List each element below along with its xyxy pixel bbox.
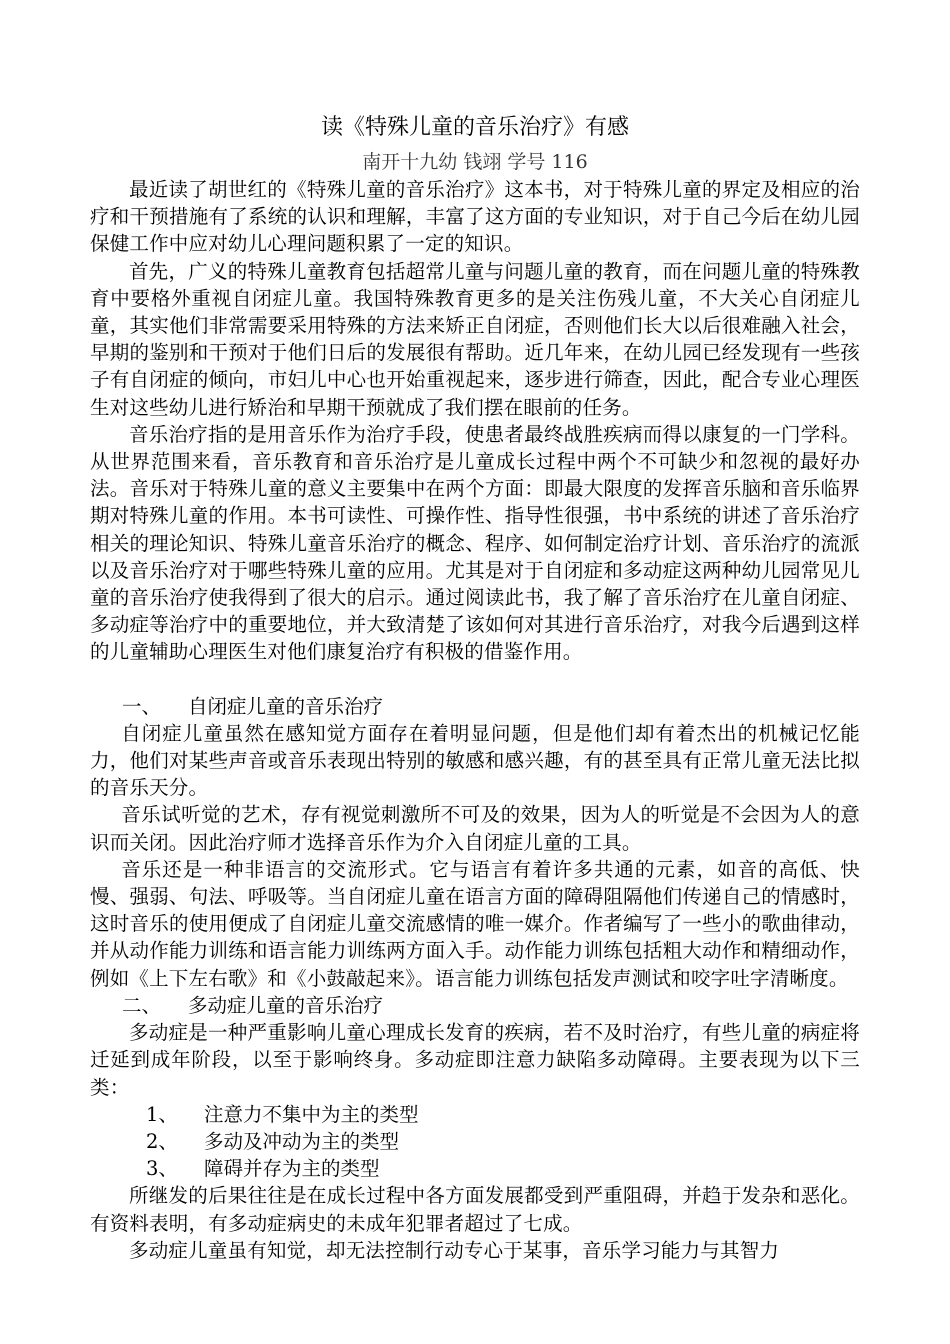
section-1-paragraph-1: 自闭症儿童虽然在感知觉方面存在着明显问题，但是他们却有着杰出的机械记忆能力，他们对某些声音或音乐表现出特别的敏感和感兴趣，有的甚至具有正常儿童无法比拟的音乐天分。 (90, 721, 860, 800)
section-1-paragraph-3: 音乐还是一种非语言的交流形式。它与语言有着许多共通的元素，如音的高低、快慢、强弱、句法、呼吸等。当自闭症儿童在语言方面的障碍阻隔他们传递自己的情感时，这时音乐的使用便成了自闭症儿童交流感情的唯一媒介。作者编写了一些小的歌曲律动，并从动作能力训练和语言能力训练两方面入手。动作能力训练包括粗大动作和精细动作，例如《上下左右歌》和《小鼓敲起来》。语言能力训练包括发声测试和咬字吐字清晰度。 (90, 857, 860, 990)
section-1-title: 自闭症儿童的音乐治疗 (188, 694, 384, 718)
list-item (90, 1155, 860, 1182)
blank-line (90, 666, 860, 693)
document-page (90, 112, 860, 1264)
section-1-number: 一、 (122, 694, 162, 718)
list-item-number: 1、 (146, 1102, 178, 1126)
section-2-number: 二、 (122, 993, 162, 1017)
intro-paragraph-2: 首先，广义的特殊儿童教育包括超常儿童与问题儿童的教育，而在问题儿童的特殊教育中要格外重视自闭症儿童。我国特殊教育更多的是关注伤残儿童，不大关心自闭症儿童，其实他们非常需要采用特殊的方法来矫正自闭症，否则他们长大以后很难融入社会，早期的鉴别和干预对于他们日后的发展很有帮助。近几年来，在幼儿园已经发现有一些孩子有自闭症的倾向，市妇儿中心也开始重视起来，逐步进行筛查，因此，配合专业心理医生对这些幼儿进行矫治和早期干预就成了我们摆在眼前的任务。 (90, 259, 860, 419)
section-2-paragraph-2: 所继发的后果往往是在成长过程中各方面发展都受到严重阻碍，并趋于发杂和恶化。有资料表明，有多动症病史的未成年犯罪者超过了七成。 (90, 1184, 860, 1235)
list-item-text: 注意力不集中为主的类型 (204, 1102, 419, 1126)
section-2-paragraph-1: 多动症是一种严重影响儿童心理成长发育的疾病，若不及时治疗，有些儿童的病症将迁延到成年阶段，以至于影响终身。多动症即注意力缺陷多动障碍。主要表现为以下三类： (90, 1021, 860, 1099)
list-item (90, 1101, 860, 1128)
section-2-paragraph-3: 多动症儿童虽有知觉，却无法控制行动专心于某事，音乐学习能力与其智力 (129, 1238, 780, 1262)
intro-paragraph-3: 音乐治疗指的是用音乐作为治疗手段，使患者最终战胜疾病而得以康复的一门学科。从世界范围来看，音乐教育和音乐治疗是儿童成长过程中两个不可缺少和忽视的最好办法。音乐对于特殊儿童的意义主要集中在两个方面：即最大限度的发挥音乐脑和音乐临界期对特殊儿童的作用。本书可读性、可操作性、指导性很强，书中系统的讲述了音乐治疗相关的理论知识、特殊儿童音乐治疗的概念、程序、如何制定治疗计划、音乐治疗的流派以及音乐治疗对于哪些特殊儿童的应用。尤其是对于自闭症和多动症这两种幼儿园常见儿童的音乐治疗使我得到了很大的启示。通过阅读此书，我了解了音乐治疗在儿童自闭症、多动症等治疗中的重要地位，并大致清楚了该如何对其进行音乐治疗，对我今后遇到这样的儿童辅助心理医生对他们康复治疗有积极的借鉴作用。 (90, 422, 860, 664)
list-item-number: 2、 (146, 1129, 178, 1153)
list-item-number: 3、 (146, 1157, 178, 1181)
section-1-heading (90, 693, 860, 720)
section-2-title: 多动症儿童的音乐治疗 (188, 993, 384, 1017)
document-byline: 南开十九幼 钱翊 学号 116 (362, 151, 588, 173)
list-item-text: 多动及冲动为主的类型 (204, 1129, 400, 1153)
intro-paragraph-1: 最近读了胡世红的《特殊儿童的音乐治疗》这本书，对于特殊儿童的界定及相应的治疗和干预措施有了系统的认识和理解，丰富了这方面的专业知识，对于自己今后在幼儿园保健工作中应对幼儿心理问题积累了一定的知识。 (90, 178, 860, 256)
document-title: 读《特殊儿童的音乐治疗》有感 (320, 115, 629, 140)
list-item (90, 1128, 860, 1155)
section-2-heading (90, 992, 860, 1019)
list-item-text: 障碍并存为主的类型 (204, 1157, 380, 1181)
section-1-paragraph-2: 音乐试听觉的艺术，存有视觉刺激所不可及的效果，因为人的听觉是不会因为人的意识而关闭。因此治疗师才选择音乐作为介入自闭症儿童的工具。 (90, 803, 860, 854)
